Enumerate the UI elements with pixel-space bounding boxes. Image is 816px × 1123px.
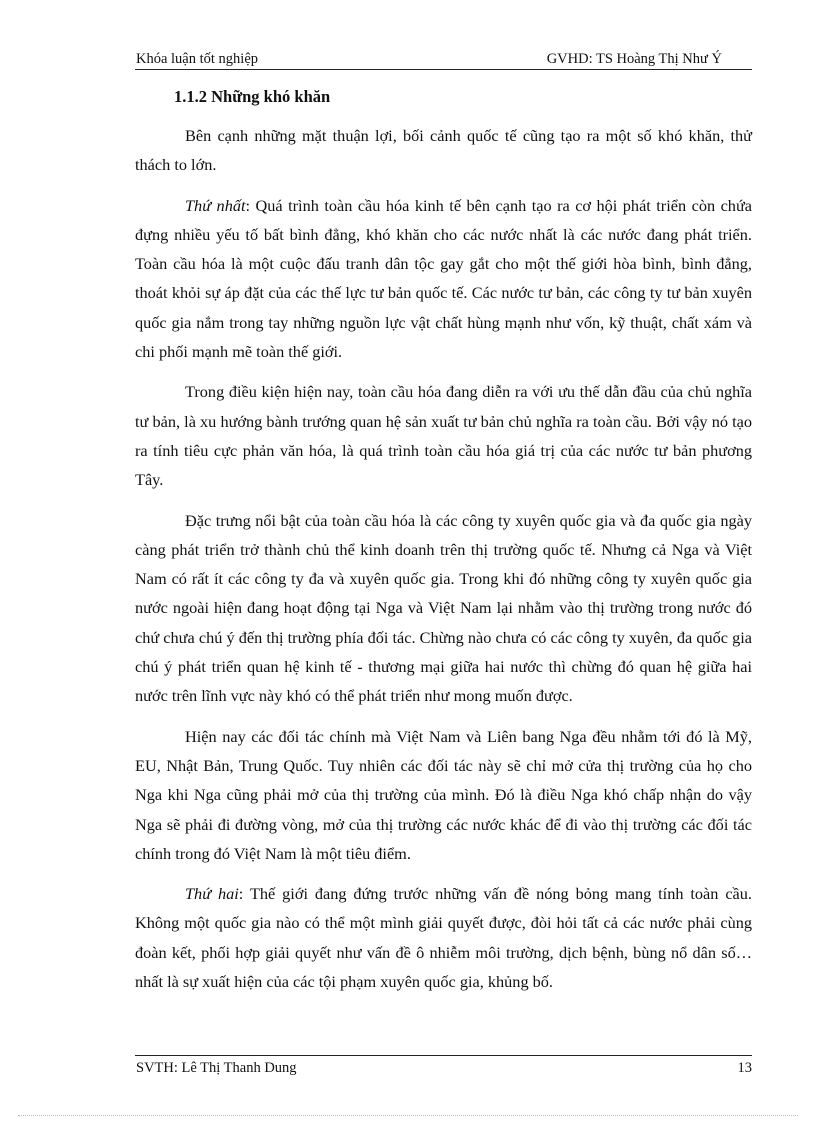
page-content (135, 84, 752, 1007)
header-advisor: GVHD: TS Hoàng Thị Như Ý (546, 51, 722, 67)
page-number: 13 (737, 1060, 752, 1076)
paragraph-text: Đặc trưng nổi bật của toàn cầu hóa là các công ty xuyên quốc gia và đa quốc gia ngày càng phát triển trở thành chủ thể kinh doanh trên thị trường quốc tế. Nhưng cả Nga và Việt Nam có rất ít các công ty đa và xuyên quốc gia. Trong khi đó những công ty xuyên quốc gia nước ngoài hiện đang hoạt động tại Nga và Việt Nam lại nhằm vào thị trường trong nước đó chứ chưa chú ý đến thị trường phía đối tác. Chừng nào chưa có các công ty xuyên, đa quốc gia chú ý phát triển quan hệ kinh tế - thương mại giữa hai nước thì chừng đó quan hệ giữa hai nước trên lĩnh vực này khó có thể phát triển như mong muốn được. (135, 510, 752, 706)
page-header (135, 49, 752, 70)
paragraph-text: Trong điều kiện hiện nay, toàn cầu hóa đang diễn ra với ưu thế dẫn đầu của chủ nghĩa tư bản, là xu hướng bành trướng quan hệ sản xuất tư bản chủ nghĩa ra toàn cầu. Bởi vậy nó tạo ra tính tiêu cực phản văn hóa, là quá trình toàn cầu hóa giá trị của các nước tư bản phương Tây. (135, 382, 752, 490)
paragraph-first-point (135, 191, 752, 367)
paragraph-multinationals (135, 506, 752, 711)
paragraph-text: Bên cạnh những mặt thuận lợi, bối cảnh quốc tế cũng tạo ra một số khó khăn, thử thách to lớn. (135, 126, 752, 175)
header-document-type: Khóa luận tốt nghiệp (136, 51, 259, 67)
paragraph-lead: Thứ nhất (185, 195, 246, 215)
footer-author: SVTH: Lê Thị Thanh Dung (136, 1060, 297, 1076)
paragraph-current-conditions (135, 377, 752, 494)
paragraph-text: : Thế giới đang đứng trước những vấn đề nóng bỏng mang tính toàn cầu. Không một quốc gia nào có thể một mình giải quyết được, đòi hỏi tất cả các nước phải cùng đoàn kết, phối hợp giải quyết như vấn đề ô nhiễm môi trường, dịch bệnh, bùng nổ dân số…nhất là sự xuất hiện của các tội phạm xuyên quốc gia, khủng bố. (135, 884, 752, 992)
paragraph-lead: Thứ hai (185, 884, 239, 904)
paragraph-text: Hiện nay các đối tác chính mà Việt Nam và Liên bang Nga đều nhằm tới đó là Mỹ, EU, Nhật Bản, Trung Quốc. Tuy nhiên các đối tác này sẽ chỉ mở cửa thị trường của họ cho Nga khi Nga cũng phải mở của thị trường của mình. Đó là điều Nga khó chấp nhận do vậy Nga sẽ phải đi đường vòng, mở của thị trường các nước khác để đi vào thị trường các đối tác chính trong đó Việt Nam là một tiêu điểm. (135, 726, 752, 863)
paragraph-second-point (135, 879, 752, 996)
paragraph-partners (135, 722, 752, 868)
paragraph-text: : Quá trình toàn cầu hóa kinh tế bên cạnh tạo ra cơ hội phát triển còn chứa đựng nhiều yếu tố bất bình đẳng, khó khăn cho các nước nhất là các nước đang phát triển. Toàn cầu hóa là một cuộc đấu tranh dân tộc gay gắt cho một thế giới hòa bình, bình đẳng, thoát khỏi sự áp đặt của các thế lực tư bản quốc tế. Các nước tư bản, các công ty tư bản xuyên quốc gia nắm trong tay những nguồn lực vật chất hùng mạnh như vốn, kỹ thuật, chất xám và chi phối mạnh mẽ toàn thế giới. (135, 195, 752, 362)
paragraph-intro (135, 121, 752, 180)
page-boundary-divider (18, 1115, 798, 1116)
section-heading: 1.1.2 Những khó khăn (174, 87, 331, 106)
page-footer (135, 1055, 752, 1080)
